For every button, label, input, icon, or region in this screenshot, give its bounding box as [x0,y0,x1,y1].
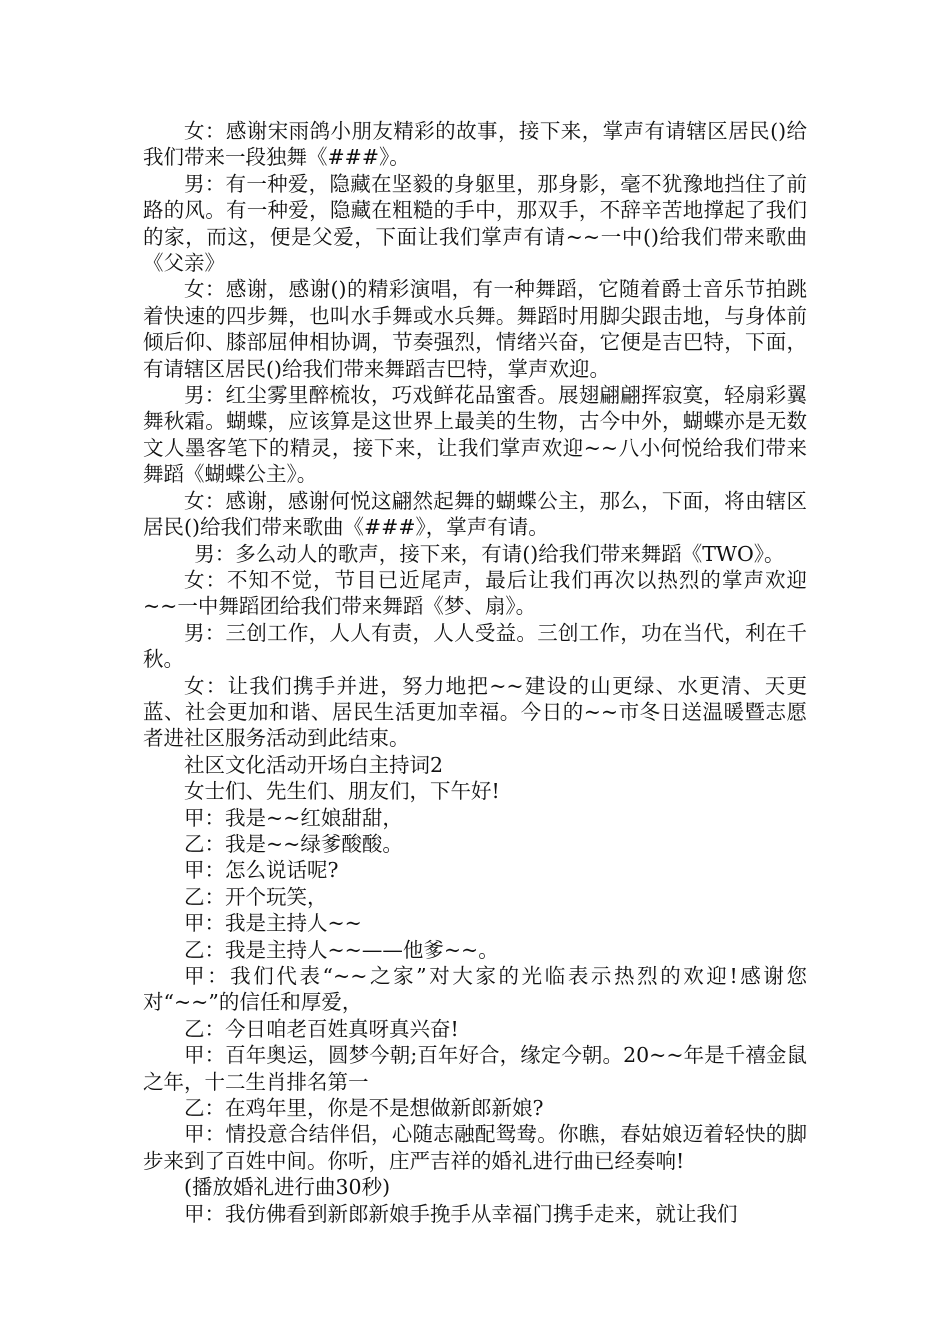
paragraph: 乙：我是主持人~~——他爹~~。 [184,937,499,962]
paragraph: 女：感谢，感谢何悦这翩然起舞的蝴蝶公主，那么，下面，将由辖区居民()给我们带来歌曲《###》，掌声有请。 [143,488,807,540]
section-heading: 社区文化活动开场白主持词2 [184,752,444,777]
paragraph: 女：感谢宋雨鸽小朋友精彩的故事，接下来，掌声有请辖区居民()给我们带来一段独舞《###》。 [143,119,807,170]
paragraph: 甲：我是主持人~~ [184,911,362,936]
paragraph: 甲：百年奥运，圆梦今朝;百年好合，缘定今朝。20~~年是千禧金鼠之年，十二生肖排名第一 [143,1043,807,1094]
paragraph: 男：有一种爱，隐藏在坚毅的身躯里，那身影，毫不犹豫地挡住了前路的风。有一种爱，隐藏在粗糙的手中，那双手，不辞辛苦地撑起了我们的家，而这，便是父爱，下面让我们掌声有请~~一中()给我们带来歌曲《父亲》 [143,171,807,276]
paragraph: 乙：开个玩笑， [184,884,328,909]
paragraph: 女：感谢，感谢()的精彩演唱，有一种舞蹈，它随着爵士音乐节拍跳着快速的四步舞，也叫水手舞或水兵舞。舞蹈时用脚尖跟击地，与身体前倾后仰、膝部屈伸相协调，节奏强烈，情绪兴奋，它便是吉巴特，下面，有请辖区居民()给我们带来舞蹈吉巴特，掌声欢迎。 [143,277,807,381]
paragraph: 女士们、先生们、朋友们，下午好! [184,779,500,804]
paragraph: 女：不知不觉，节目已近尾声，最后让我们再次以热烈的掌声欢迎~~一中舞蹈团给我们带来舞蹈《梦、扇》。 [143,567,807,619]
paragraph: (播放婚礼进行曲30秒) [184,1175,391,1200]
paragraph: 甲：情投意合结伴侣，心随志融配鸳鸯。你瞧，春姑娘迈着轻快的脚步来到了百姓中间。你听，庄严吉祥的婚礼进行曲已经奏响! [143,1122,807,1173]
paragraph: 男：三创工作，人人有责，人人受益。三创工作，功在当代，利在千秋。 [143,620,807,672]
paragraph: 甲：我是~~红娘甜甜， [184,805,403,830]
paragraph: 甲：我仿佛看到新郎新娘手挽手从幸福门携手走来，就让我们 [184,1201,738,1226]
document-body [143,118,807,1227]
paragraph: 男：红尘雾里醉梳妆，巧戏鲜花品蜜香。展翅翩翩挥寂寞，轻扇彩翼舞秋霜。蝴蝶，应该算是这世界上最美的生物，古今中外，蝴蝶亦是无数文人墨客笔下的精灵，接下来，让我们掌声欢迎~~八小何悦给我们带来舞蹈《蝴蝶公主》。 [143,383,807,487]
paragraph: 甲：怎么说话呢? [184,858,339,883]
paragraph: 甲：我们代表“~~之家”对大家的光临表示热烈的欢迎!感谢您对“~~”的信任和厚爱， [143,964,807,1015]
paragraph: 乙：在鸡年里，你是不是想做新郎新娘? [184,1096,544,1121]
paragraph: 女：让我们携手并进，努力地把~~建设的山更绿、水更清、天更蓝、社会更加和谐、居民生活更加幸福。今日的~~市冬日送温暖暨志愿者进社区服务活动到此结束。 [143,673,807,751]
paragraph: 男：多么动人的歌声，接下来，有请()给我们带来舞蹈《TWO》。 [194,541,785,566]
paragraph: 乙：我是~~绿爹酸酸。 [184,831,403,856]
paragraph: 乙：今日咱老百姓真呀真兴奋! [184,1016,459,1041]
